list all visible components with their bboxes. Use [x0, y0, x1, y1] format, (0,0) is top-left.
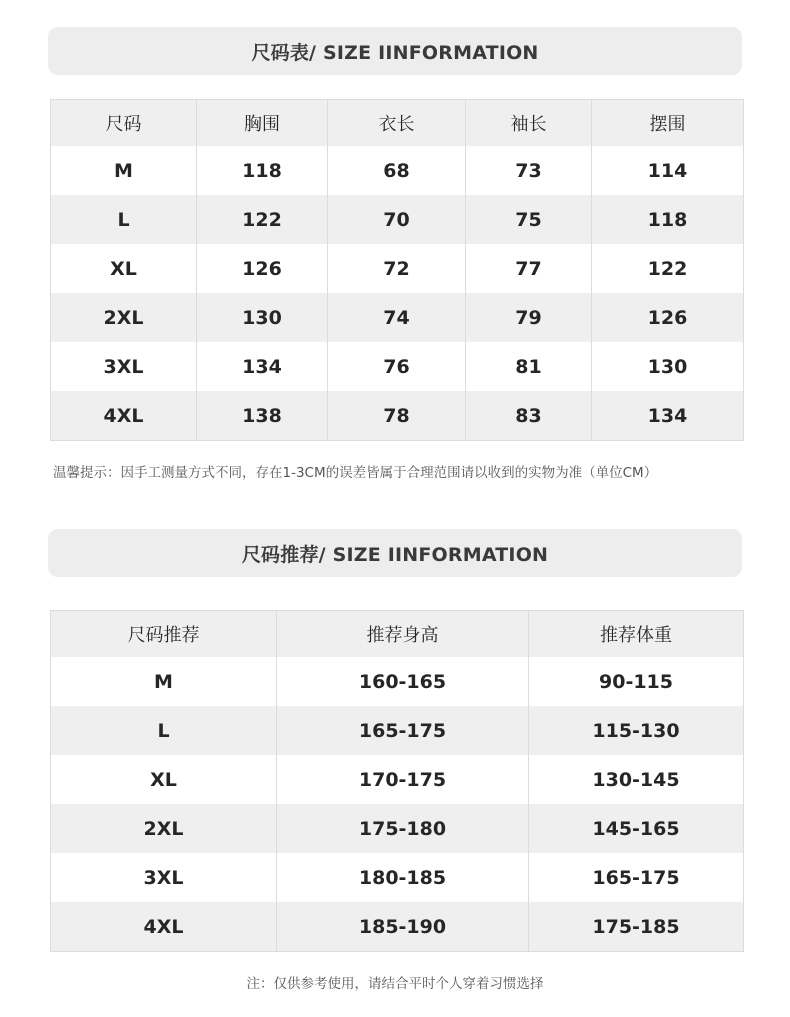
table-row [51, 804, 744, 853]
cell-length: 70 [328, 195, 466, 244]
cell-weight: 130-145 [529, 755, 744, 804]
cell-hem: 134 [592, 391, 744, 441]
cell-length: 74 [328, 293, 466, 342]
cell-height: 180-185 [277, 853, 529, 902]
cell-size: L [51, 195, 197, 244]
header-chest: 胸围 [197, 100, 328, 147]
table-row [51, 146, 744, 195]
cell-size: L [51, 706, 277, 755]
cell-size: XL [51, 755, 277, 804]
cell-weight: 145-165 [529, 804, 744, 853]
cell-length: 72 [328, 244, 466, 293]
table-row [51, 195, 744, 244]
header-recommended-height: 推荐身高 [277, 611, 529, 658]
table-row [51, 902, 744, 952]
table-row [51, 853, 744, 902]
cell-chest: 118 [197, 146, 328, 195]
header-sleeve: 袖长 [466, 100, 592, 147]
cell-height: 185-190 [277, 902, 529, 952]
cell-sleeve: 81 [466, 342, 592, 391]
cell-chest: 126 [197, 244, 328, 293]
cell-height: 170-175 [277, 755, 529, 804]
size-chart-table [50, 99, 744, 441]
cell-sleeve: 83 [466, 391, 592, 441]
cell-length: 68 [328, 146, 466, 195]
table-header-row [51, 100, 744, 147]
cell-hem: 122 [592, 244, 744, 293]
reference-note: 注：仅供参考使用，请结合平时个人穿着习惯选择 [246, 976, 544, 992]
cell-hem: 126 [592, 293, 744, 342]
size-recommendation-table [50, 610, 744, 952]
cell-hem: 114 [592, 146, 744, 195]
cell-size: 3XL [51, 853, 277, 902]
table-row [51, 706, 744, 755]
header-recommended-size: 尺码推荐 [51, 611, 277, 658]
size-chart-header [48, 27, 742, 75]
cell-chest: 122 [197, 195, 328, 244]
cell-length: 76 [328, 342, 466, 391]
cell-weight: 165-175 [529, 853, 744, 902]
cell-size: M [51, 657, 277, 706]
cell-sleeve: 75 [466, 195, 592, 244]
measurement-note: 温馨提示：因手工测量方式不同，存在1-3CM的误差皆属于合理范围请以收到的实物为准（单位CM） [53, 465, 658, 481]
table-row [51, 755, 744, 804]
cell-chest: 138 [197, 391, 328, 441]
cell-height: 175-180 [277, 804, 529, 853]
table-row [51, 342, 744, 391]
header-recommended-weight: 推荐体重 [529, 611, 744, 658]
header-length: 衣长 [328, 100, 466, 147]
size-chart-title: 尺码表/ SIZE IINFORMATION [251, 41, 539, 64]
cell-size: 4XL [51, 902, 277, 952]
table-row [51, 293, 744, 342]
table-row [51, 244, 744, 293]
cell-weight: 175-185 [529, 902, 744, 952]
size-recommendation-header [48, 529, 742, 577]
table-row [51, 391, 744, 441]
cell-height: 165-175 [277, 706, 529, 755]
cell-hem: 130 [592, 342, 744, 391]
size-recommendation-title: 尺码推荐/ SIZE IINFORMATION [241, 543, 549, 566]
table-row [51, 657, 744, 706]
cell-size: 2XL [51, 293, 197, 342]
cell-size: 3XL [51, 342, 197, 391]
header-size: 尺码 [51, 100, 197, 147]
cell-weight: 90-115 [529, 657, 744, 706]
cell-height: 160-165 [277, 657, 529, 706]
cell-sleeve: 77 [466, 244, 592, 293]
cell-hem: 118 [592, 195, 744, 244]
cell-size: M [51, 146, 197, 195]
cell-chest: 130 [197, 293, 328, 342]
cell-size: 2XL [51, 804, 277, 853]
table-header-row [51, 611, 744, 658]
cell-weight: 115-130 [529, 706, 744, 755]
cell-sleeve: 73 [466, 146, 592, 195]
header-hem: 摆围 [592, 100, 744, 147]
cell-size: 4XL [51, 391, 197, 441]
cell-length: 78 [328, 391, 466, 441]
cell-chest: 134 [197, 342, 328, 391]
cell-sleeve: 79 [466, 293, 592, 342]
cell-size: XL [51, 244, 197, 293]
